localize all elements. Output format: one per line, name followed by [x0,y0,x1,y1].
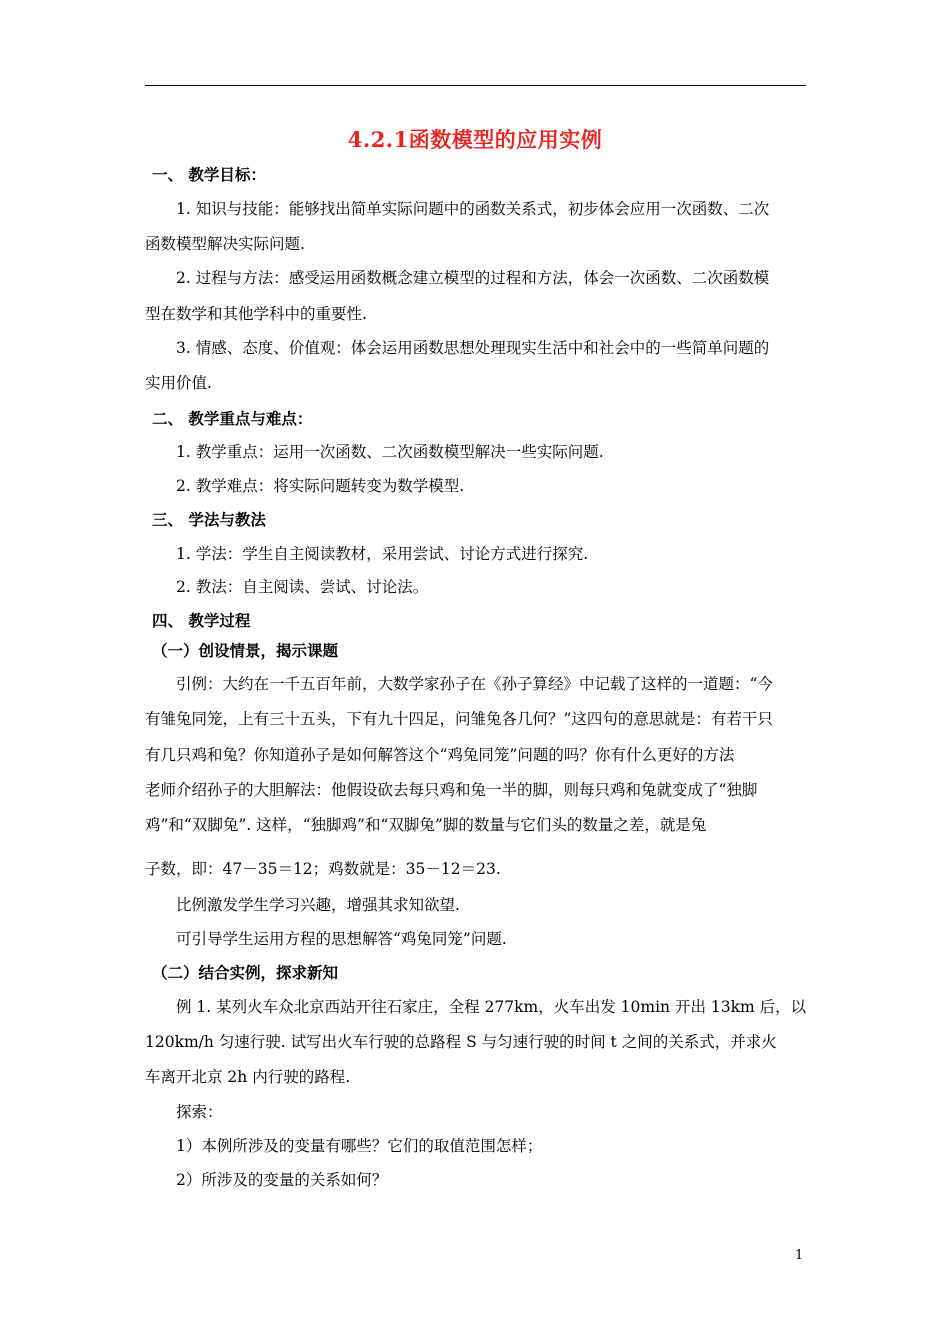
subsection-heading-examples: （二）结合实例，探求新知 [152,964,339,982]
paragraph-line: 120km/h 匀速行驶. 试写出火车行驶的总路程 S 与匀速行驶的时间 t 之间的关系式，并求火 [145,1033,777,1051]
paragraph-line: 1）本例所涉及的变量有哪些？它们的取值范围怎样； [176,1137,543,1155]
page-number: 1 [795,1248,804,1263]
paragraph-line: 可引导学生运用方程的思想解答“鸡兔同笼”问题. [176,930,507,948]
subsection-heading-scenario: （一）创设情景，揭示课题 [152,642,339,660]
paragraph-line: 3. 情感、态度、价值观：体会运用函数思想处理现实生活中和社会中的一些简单问题的 [176,339,770,357]
paragraph-line: 2. 过程与方法：感受运用函数概念建立模型的过程和方法，体会一次函数、二次函数模 [176,269,770,287]
paragraph-line: 引例：大约在一千五百年前，大数学家孙子在《孙子算经》中记载了这样的一道题：“今 [176,675,773,693]
paragraph-line: 例 1. 某列火车众北京西站开往石家庄，全程 277km，火车出发 10min 开出 13km 后，以 [176,998,807,1016]
paragraph-line: 2. 教法：自主阅读、尝试、讨论法。 [176,578,429,596]
paragraph-line: 2）所涉及的变量的关系如何？ [176,1171,388,1189]
paragraph-line: 1. 教学重点：运用一次函数、二次函数模型解决一些实际问题. [176,443,604,461]
paragraph-line: 比例激发学生学习兴趣，增强其求知欲望. [176,896,460,914]
paragraph-line: 1. 知识与技能：能够找出简单实际问题中的函数关系式，初步体会应用一次函数、二次 [176,200,770,218]
section-heading-process: 四、 教学过程 [152,612,251,630]
section-heading-objectives: 一、 教学目标： [152,166,266,184]
paragraph-line: 探索： [176,1103,223,1121]
paragraph-line: 实用价值. [145,374,212,392]
paragraph-line: 2. 教学难点：将实际问题转变为数学模型. [176,477,465,495]
paragraph-line: 子数，即：47－35＝12；鸡数就是：35－12＝23. [145,860,501,878]
paragraph-line: 鸡”和“双脚兔”. 这样，“独脚鸡”和“双脚兔”脚的数量与它们头的数量之差，就是兔 [145,816,707,834]
paragraph-line: 老师介绍孙子的大胆解法：他假设砍去每只鸡和兔一半的脚，则每只鸡和兔就变成了“独脚 [145,781,758,799]
paragraph-line: 函数模型解决实际问题. [145,235,305,253]
paragraph-line: 型在数学和其他学科中的重要性. [145,305,367,323]
document-title: 4.2.1函数模型的应用实例 [347,127,603,152]
paragraph-line: 有雏兔同笼，上有三十五头，下有九十四足，问雏兔各几何？”这四句的意思就是：有若干只 [145,710,773,728]
section-heading-key-points: 二、 教学重点与难点： [152,410,313,428]
paragraph-line: 有几只鸡和兔？你知道孙子是如何解答这个“鸡兔同笼”问题的吗？你有什么更好的方法 [145,746,735,764]
header-rule [145,85,806,86]
section-heading-methods: 三、 学法与教法 [152,511,266,529]
paragraph-line: 1. 学法：学生自主阅读教材，采用尝试、讨论方式进行探究. [176,545,589,563]
paragraph-line: 车离开北京 2h 内行驶的路程. [145,1068,351,1086]
